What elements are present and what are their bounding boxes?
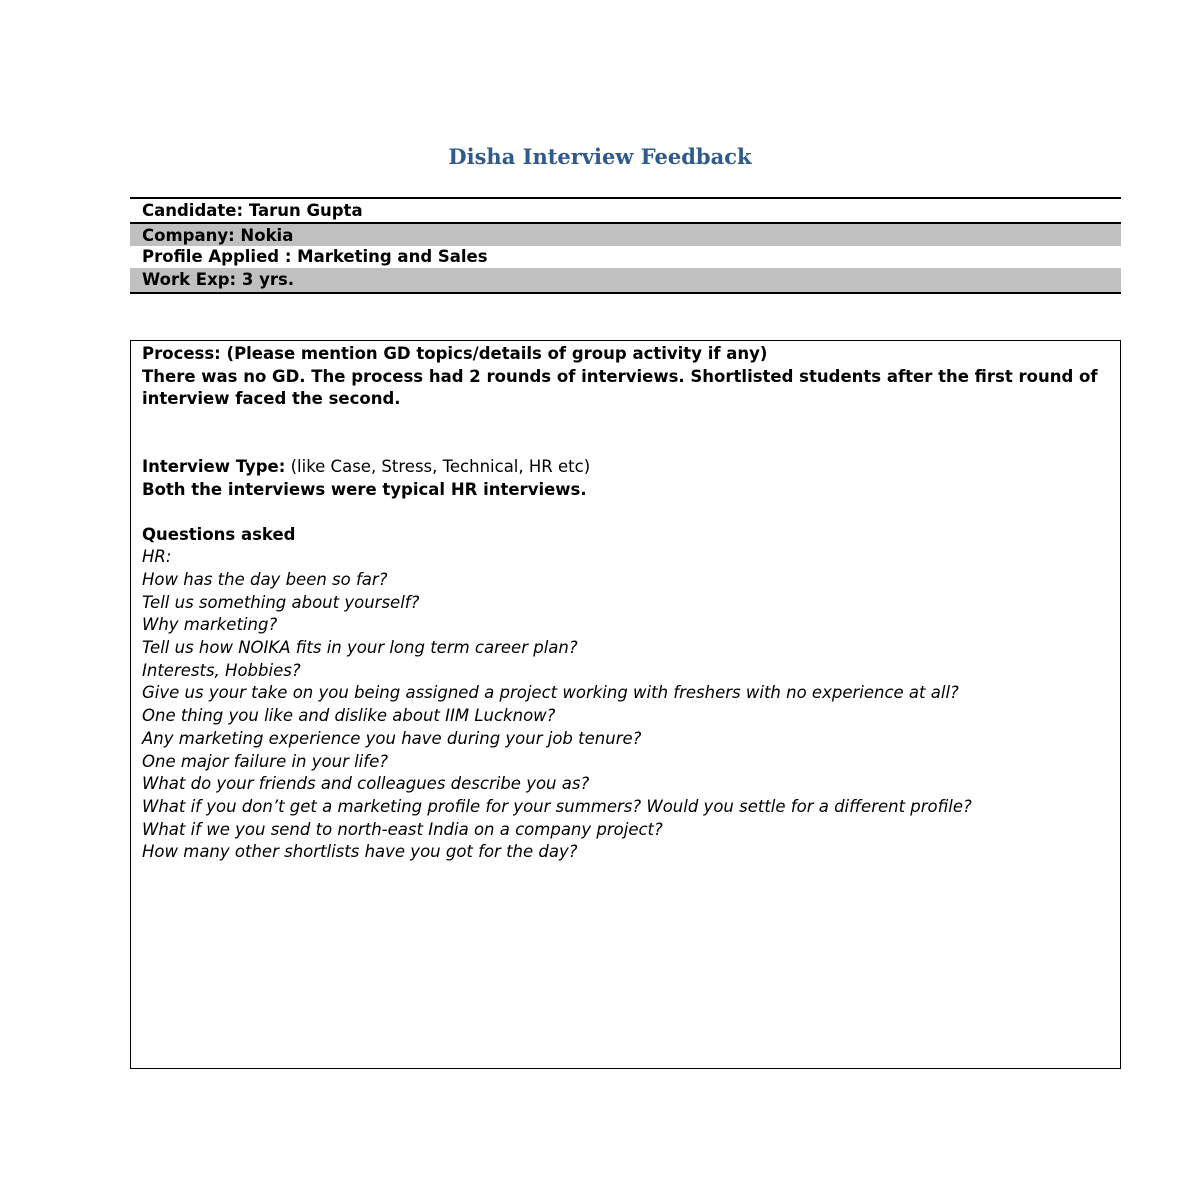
interview-type-body: Both the interviews were typical HR interviews. [142, 479, 587, 499]
interview-type-label: Interview Type: [142, 457, 286, 477]
candidate-info-table [130, 197, 1121, 294]
document-title: Disha Interview Feedback [448, 144, 752, 169]
question-item: What if you don’t get a marketing profile for your summers? Would you settle for a different profile? [142, 796, 972, 816]
question-item: What do your friends and colleagues describe you as? [142, 774, 590, 794]
questions-heading: Questions asked [142, 524, 296, 544]
question-item: Why marketing? [142, 615, 278, 635]
question-item: What if we you send to north-east India on a company project? [142, 819, 663, 839]
questions-list [142, 569, 1109, 864]
feedback-content-box [130, 340, 1121, 1069]
question-item: How has the day been so far? [142, 569, 388, 589]
spacer [142, 411, 1109, 456]
work-exp-row: Work Exp: 3 yrs. [130, 268, 1121, 292]
company-row: Company: Nokia [130, 222, 1121, 246]
spacer [142, 502, 1109, 524]
question-item: Tell us something about yourself? [142, 592, 420, 612]
question-item: One thing you like and dislike about IIM Lucknow? [142, 706, 556, 726]
profile-row: Profile Applied : Marketing and Sales [142, 247, 488, 266]
interview-type-line [142, 456, 1109, 479]
interview-type-hint: (like Case, Stress, Technical, HR etc) [285, 457, 591, 477]
question-item: How many other shortlists have you got for the day? [142, 842, 578, 862]
question-item: Interests, Hobbies? [142, 660, 301, 680]
question-item: Give us your take on you being assigned a project working with freshers with no experience at all? [142, 683, 959, 703]
process-heading: Process: (Please mention GD topics/details of group activity if any) [142, 344, 768, 363]
candidate-row: Candidate: Tarun Gupta [142, 201, 363, 220]
question-item: Any marketing experience you have during your job tenure? [142, 728, 642, 748]
question-item: Tell us how NOIKA fits in your long term career plan? [142, 638, 578, 658]
process-body: There was no GD. The process had 2 rounds of interviews. Shortlisted students after the first round of interview faced the second. [142, 366, 1098, 409]
question-item: One major failure in your life? [142, 751, 388, 771]
questions-section-label: HR: [142, 547, 172, 567]
